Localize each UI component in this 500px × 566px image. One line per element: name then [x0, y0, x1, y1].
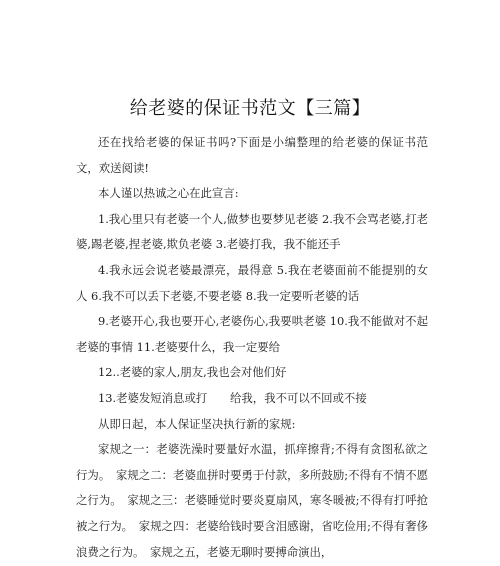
paragraph-declaration: 本人谨以热诚之心在此宣言:	[98, 186, 239, 201]
document-title: 给老婆的保证书范文【三篇】	[129, 98, 371, 119]
document-body	[76, 130, 428, 565]
page-bottom-edge	[0, 562, 500, 566]
paragraph-rules-intro: 从即日起，本人保证坚决执行新的家规:	[98, 416, 296, 431]
paragraph-promise-12: 12..老婆的家人,朋友,我也会对他们好	[98, 365, 287, 380]
paragraph-promise-1-3: 1.我心里只有老婆一个人,做梦也要梦见老婆 2.我不会骂老婆,打老婆,踢老婆,捏老婆,欺负老婆 3.老婆打我，我不能还手	[76, 211, 428, 252]
paragraph-house-rules: 家规之一：老婆洗澡时要量好水温，抓痒擦背;不得有贪图私欲之行为。 家规之二：老婆血拼时要勇于付款，多所鼓励;不得有不情不愿之行为。 家规之三：老婆睡觉时要炎夏扇风，寒冬暖被;不得有打呼抢被之行为。 家规之四：老婆给钱时要含泪感谢，省吃俭用;不得有奢侈浪费之行为。 家规之五，老婆无聊时要搏命演出，	[76, 442, 428, 559]
paragraph-promise-4-8: 4.我永远会说老婆最漂亮，最得意 5.我在老婆面前不能提别的女人 6.我不可以丢下老婆,不要老婆 8.我一定要听老婆的话	[76, 262, 428, 303]
paragraph-promise-13: 13.老婆发短消息或打 给我，我不可以不回或不接	[98, 390, 367, 405]
paragraph-intro: 还在找给老婆的保证书吗?下面是小编整理的给老婆的保证书范文，欢送阅读!	[76, 135, 428, 175]
paragraph-promise-9-11: 9.老婆开心,我也要开心,老婆伤心,我要哄老婆 10.我不能做对不起老婆的事情 11.老婆要什么，我一定要给	[76, 314, 428, 354]
